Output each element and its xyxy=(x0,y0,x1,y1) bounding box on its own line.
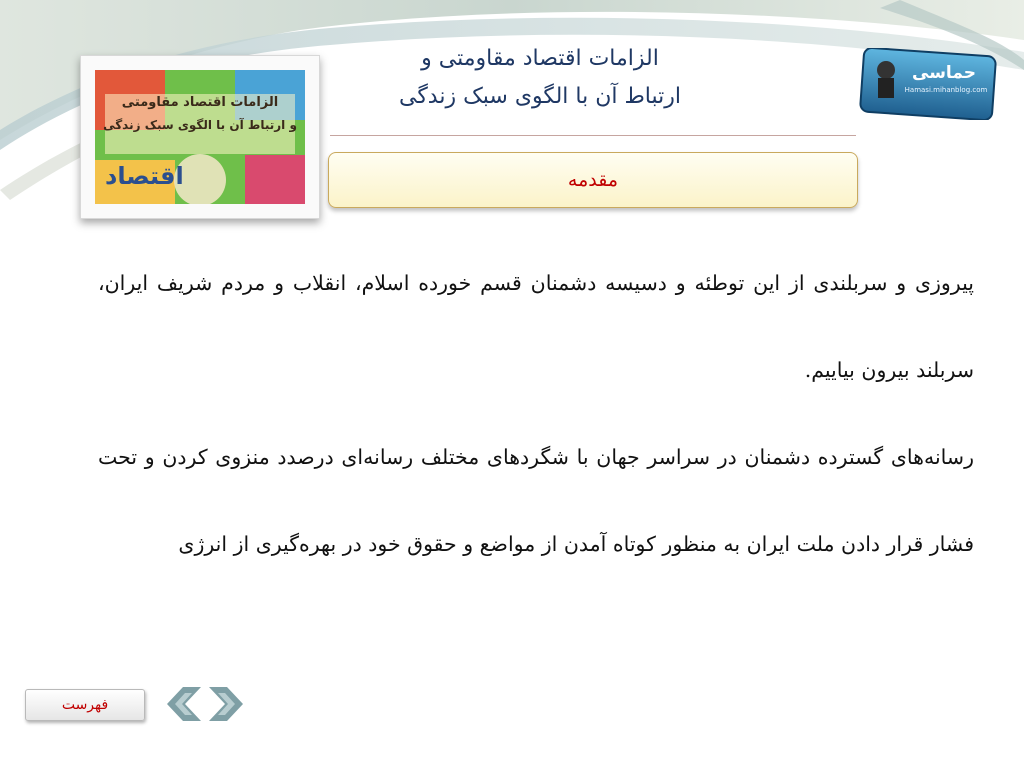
chevron-right-icon[interactable] xyxy=(209,687,243,721)
slide-title-line1: الزامات اقتصاد مقاومتی و xyxy=(421,46,659,71)
chevron-left-icon[interactable] xyxy=(167,687,201,721)
section-header-label: مقدمه xyxy=(567,169,619,191)
slide-body xyxy=(98,240,974,588)
table-of-contents-button[interactable] xyxy=(25,689,145,721)
section-header-box xyxy=(328,152,858,208)
logo-brand-text: حماسی xyxy=(912,63,976,83)
slide-poster-image xyxy=(80,55,320,219)
slide-navigation xyxy=(165,684,245,724)
title-divider xyxy=(330,135,856,136)
poster-text-word: اقتصاد xyxy=(105,162,184,190)
logo-badge xyxy=(858,48,998,120)
body-paragraph-2: رسانه‌های گسترده دشمنان در سراسر جهان با شگردهای مختلف رسانه‌ای درصدد منزوی کردن و تحت فشار قرار دادن ملت ایران به منظور کوتاه آمدن از مواضع و حقوق خود در بهره‌گیری از انرژی xyxy=(98,445,974,556)
poster-text-line1: الزامات اقتصاد مقاومتی xyxy=(121,95,279,110)
slide-title-line2: ارتباط آن با الگوی سبک زندگی xyxy=(398,84,682,109)
table-of-contents-label: فهرست xyxy=(61,697,109,713)
body-paragraph-1: پیروزی و سربلندی از این توطئه و دسیسه دشمنان قسم خورده اسلام، انقلاب و مردم شریف ایران، سربلند بیرون بیاییم. xyxy=(98,271,974,382)
slide-title xyxy=(330,40,750,116)
site-logo xyxy=(858,48,998,120)
logo-url-text: Hamasi.mihanblog.com xyxy=(904,86,988,94)
poster-text-line2: و ارتباط آن با الگوی سبک زندگی xyxy=(103,118,297,132)
